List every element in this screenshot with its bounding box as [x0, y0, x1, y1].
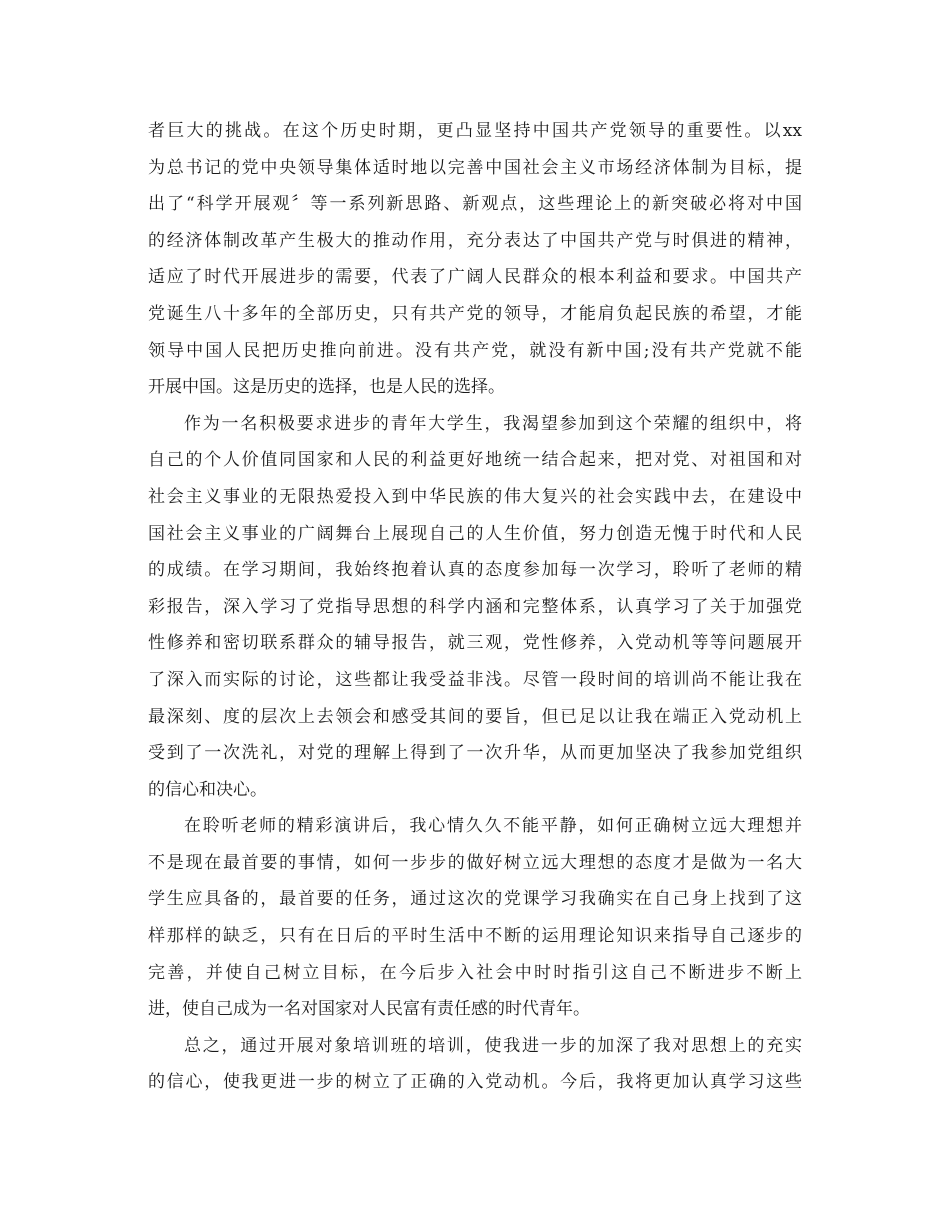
- text-line: 进，使自己成为一名对国家对人民富有责任感的时代青年。: [148, 999, 590, 1020]
- text-line: 适应了时代开展进步的需要，代表了广阔人民群众的根本利益和要求。中国共产: [148, 267, 802, 288]
- paragraph-3: [148, 808, 802, 1028]
- text-line: 国社会主义事业的广阔舞台上展现自己的人生价值，努力创造无愧于时代和人民: [148, 523, 802, 544]
- text-line: 作为一名积极要求进步的青年大学生，我渴望参加到这个荣耀的组织中，将: [184, 413, 802, 434]
- text-line: 的成绩。在学习期间，我始终抱着认真的态度参加每一次学习，聆听了老师的精: [148, 560, 802, 581]
- text-line: 为总书记的党中央领导集体适时地以完善中国社会主义市场经济体制为目标，提: [148, 157, 802, 178]
- text-line: 最深刻、度的层次上去领会和感受其间的要旨，但已足以让我在端正入党动机上: [148, 706, 802, 727]
- paragraph-4: [148, 1028, 802, 1101]
- text-line: 学生应具备的，最首要的任务，通过这次的党课学习我确实在自己身上找到了这: [148, 889, 802, 910]
- paragraph-2: [148, 406, 802, 809]
- text-line: 样那样的缺乏，只有在日后的平时生活中不断的运用理论知识来指导自己逐步的: [148, 926, 802, 947]
- text-line: 社会主义事业的无限热爱投入到中华民族的伟大复兴的社会实践中去，在建设中: [148, 486, 802, 507]
- text-line: 完善，并使自己树立目标，在今后步入社会中时时指引这自己不断进步不断上: [148, 962, 802, 983]
- text-line: 不是现在最首要的事情，如何一步步的做好树立远大理想的态度才是做为一名大: [148, 852, 802, 873]
- text-line: 彩报告，深入学习了党指导思想的科学内涵和完整体系，认真学习了关于加强党: [148, 596, 802, 617]
- text-line: 总之，通过开展对象培训班的培训，使我进一步的加深了我对思想上的充实: [184, 1035, 802, 1056]
- text-line: 者巨大的挑战。在这个历史时期，更凸显坚持中国共产党领导的重要性。以xx: [148, 121, 802, 141]
- paragraph-1: [148, 113, 802, 406]
- text-line: 自己的个人价值同国家和人民的利益更好地统一结合起来，把对党、对祖国和对: [148, 450, 802, 471]
- text-line: 出了“科学开展观〞等一系列新思路、新观点，这些理论上的新突破必将对中国: [148, 194, 802, 215]
- text-line: 的信心和决心。: [148, 779, 267, 800]
- text-line: 性修养和密切联系群众的辅导报告，就三观，党性修养，入党动机等等问题展开: [148, 633, 802, 654]
- text-line: 的经济体制改革产生极大的推动作用，充分表达了中国共产党与时俱进的精神，: [148, 230, 802, 251]
- document-body: [148, 113, 802, 1101]
- text-line: 领导中国人民把历史推向前进。没有共产党，就没有新中国;没有共产党就不能: [148, 340, 802, 361]
- text-line: 受到了一次洗礼，对党的理解上得到了一次升华，从而更加坚决了我参加党组织: [148, 743, 802, 764]
- text-line: 党诞生八十多年的全部历史，只有共产党的领导，才能肩负起民族的希望，才能: [148, 303, 802, 324]
- text-line: 了深入而实际的讨论，这些都让我受益非浅。尽管一段时间的培训尚不能让我在: [148, 669, 802, 690]
- text-line: 在聆听老师的精彩演讲后，我心情久久不能平静，如何正确树立远大理想并: [184, 816, 802, 837]
- text-line: 开展中国。这是历史的选择，也是人民的选择。: [148, 377, 505, 398]
- text-line: 的信心，使我更进一步的树立了正确的入党动机。今后，我将更加认真学习这些: [148, 1072, 802, 1093]
